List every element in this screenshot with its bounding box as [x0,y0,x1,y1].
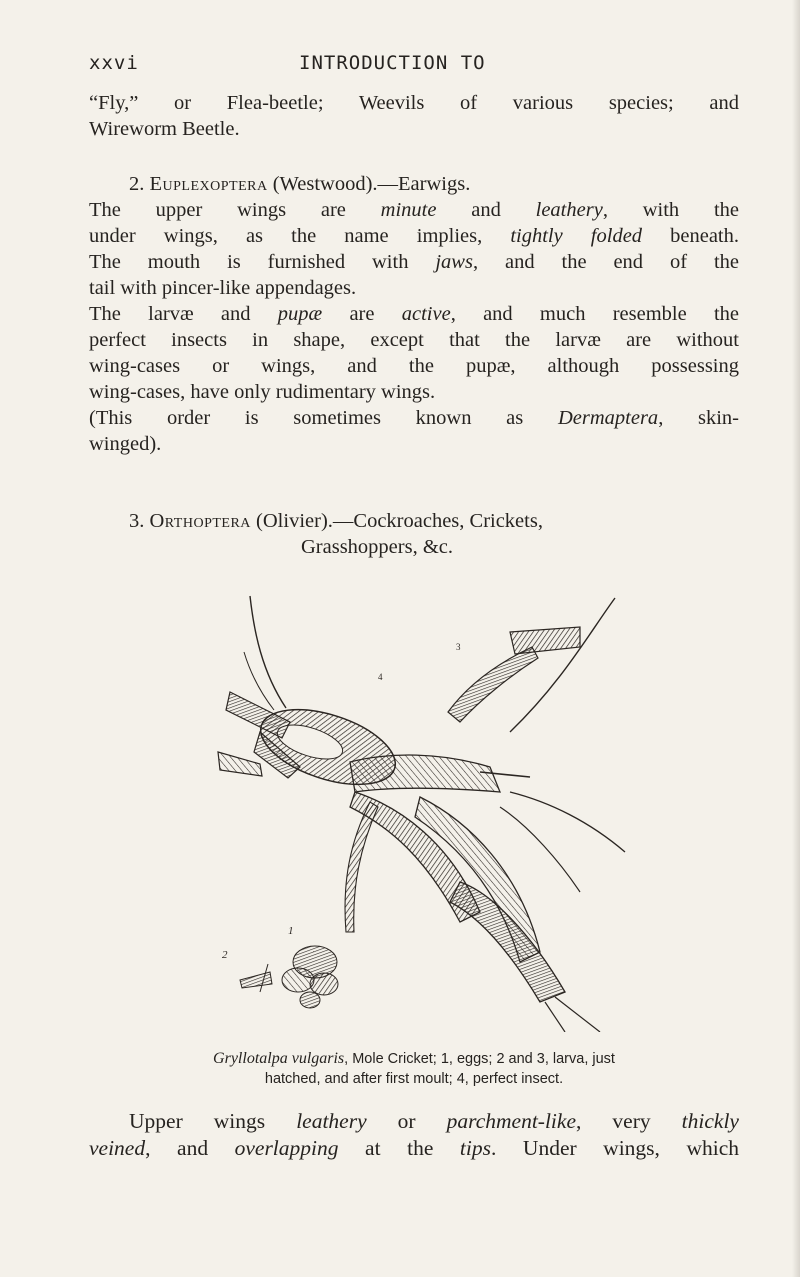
text-line: The upper wings are minute and leathery, with the [89,199,739,221]
text-line: Grasshoppers, &c. [301,536,454,558]
paragraph-orthoptera-description [89,1108,739,1162]
text-line: Wireworm Beetle. [89,118,240,140]
figure-label-3: 3 [456,642,461,652]
order-name: Euplexoptera [149,173,268,195]
text-line: The larvæ and pupæ are active, and much resemble the [89,303,739,325]
text-line: veined, and overlapping at the tips. Under wings, which [89,1136,739,1160]
section-heading: 3. Orthoptera (Olivier).—Cockroaches, Crickets, [129,510,543,532]
running-head [89,52,735,78]
text-line: wing-cases, have only rudimentary wings. [89,381,436,403]
text-line: “Fly,” or Flea-beetle; Weevils of various species; and [89,92,739,114]
figure-label-4: 4 [378,672,383,682]
engraving [170,592,650,1032]
mole-cricket-illustration [170,592,650,1032]
figure-label-2: 2 [222,949,228,961]
order-name: Orthoptera [149,510,251,532]
caption-line: Gryllotalpa vulgaris, Mole Cricket; 1, eggs; 2 and 3, larva, just [213,1050,615,1067]
text-line: Upper wings leathery or parchment-like, very thickly [129,1109,739,1133]
text-line: tail with pincer-like appendages. [89,277,357,299]
page-edge-shadow [792,0,800,1277]
caption-line: hatched, and after first moult; 4, perfect insect. [264,1071,564,1087]
species-name: Gryllotalpa vulgaris [213,1050,345,1067]
figure-label-1: 1 [288,925,294,937]
paragraph-continuation [89,90,739,142]
text-line: perfect insects in shape, except that the larvæ are without [89,329,739,351]
page-number: xxvi [89,52,139,74]
section-orthoptera [89,508,739,560]
text-line: The mouth is furnished with jaws, and the end of the [89,251,739,273]
text-line: winged). [89,433,162,455]
section-heading: 2. Euplexoptera (Westwood).—Earwigs. [129,173,471,195]
section-euplexoptera [89,171,739,457]
text-line: (This order is sometimes known as Dermaptera, skin- [89,407,740,429]
running-title: INTRODUCTION TO [299,52,486,74]
figure-caption [89,1049,739,1089]
text-line: wing-cases or wings, and the pupæ, although possessing [89,355,739,377]
text-line: under wings, as the name implies, tightly folded beneath. [89,225,740,247]
